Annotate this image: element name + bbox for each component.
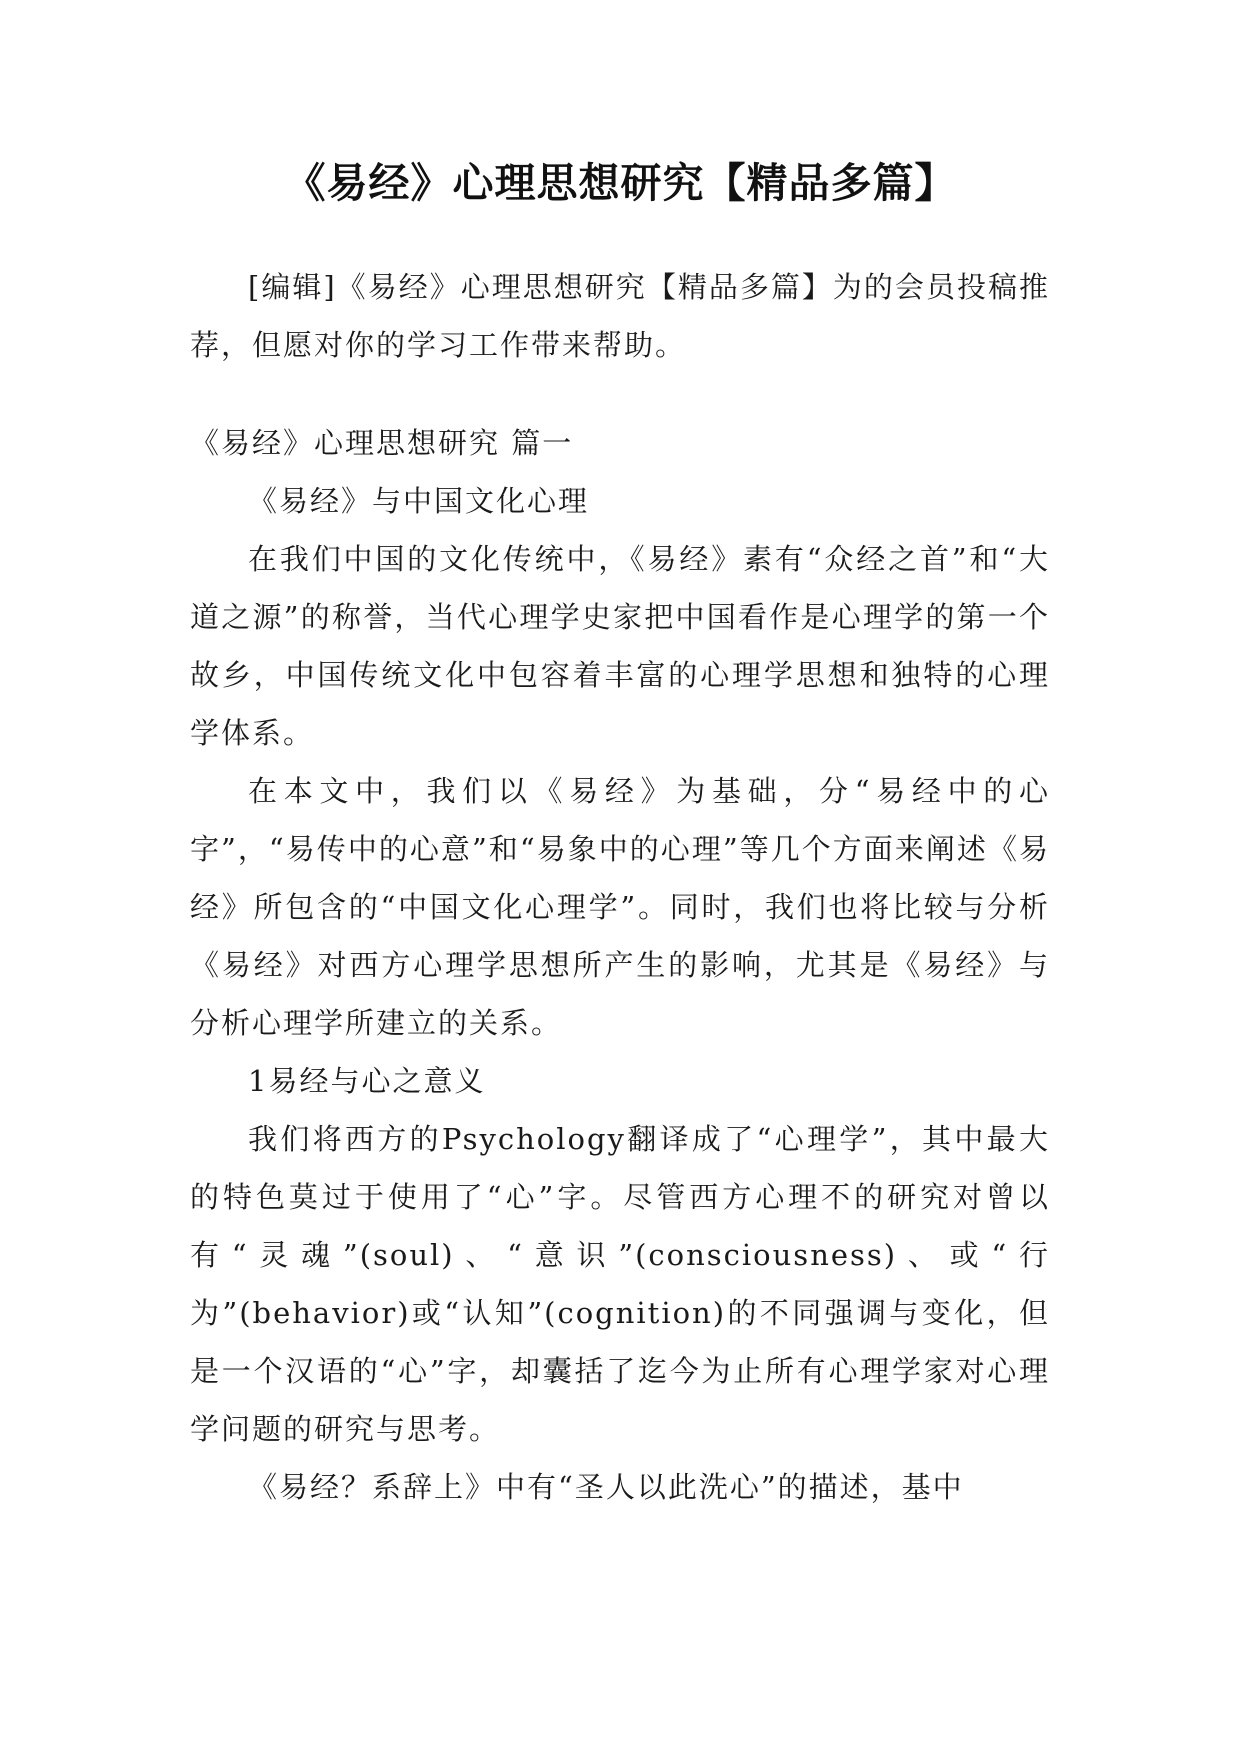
subheading: 《易经》与中国文化心理 (248, 484, 590, 518)
section1-paragraph: 我们将西方的Psychology翻译成了“心理学”，其中最大的特色莫过于使用了“心”字。尽管西方心理不的研究对曾以有“灵魂”(soul)、“意识”(consciousness)、或“行为”(behavior)或“认知”(cognition)的不同强调与变化，但是一个汉语的“心”字，却囊括了迄今为止所有心理学家对心理学问题的研究与思考。 (190, 1122, 1050, 1446)
intro-paragraph: [编辑]《易经》心理思想研究【精品多篇】为的会员投稿推荐，但愿对你的学习工作带来帮助。 (190, 270, 1050, 362)
paragraph-2: 在本文中，我们以《易经》为基础，分“易经中的心字”，“易传中的心意”和“易象中的心理”等几个方面来阐述《易经》所包含的“中国文化心理学”。同时，我们也将比较与分析《易经》对西方心理学思想所产生的影响，尤其是《易经》与分析心理学所建立的关系。 (190, 774, 1050, 1040)
paragraph-1: 在我们中国的文化传统中，《易经》素有“众经之首”和“大道之源”的称誉，当代心理学史家把中国看作是心理学的第一个故乡，中国传统文化中包容着丰富的心理学思想和独特的心理学体系。 (190, 542, 1050, 750)
section1-heading: 1易经与心之意义 (248, 1064, 486, 1098)
document-title: 《易经》心理思想研究【精品多篇】 (284, 159, 957, 207)
last-paragraph: 《易经？系辞上》中有“圣人以此洗心”的描述，基中 (248, 1470, 964, 1504)
intro-block (190, 258, 1050, 374)
section-heading: 《易经》心理思想研究 篇一 (190, 426, 574, 460)
main-body (190, 414, 1050, 1516)
